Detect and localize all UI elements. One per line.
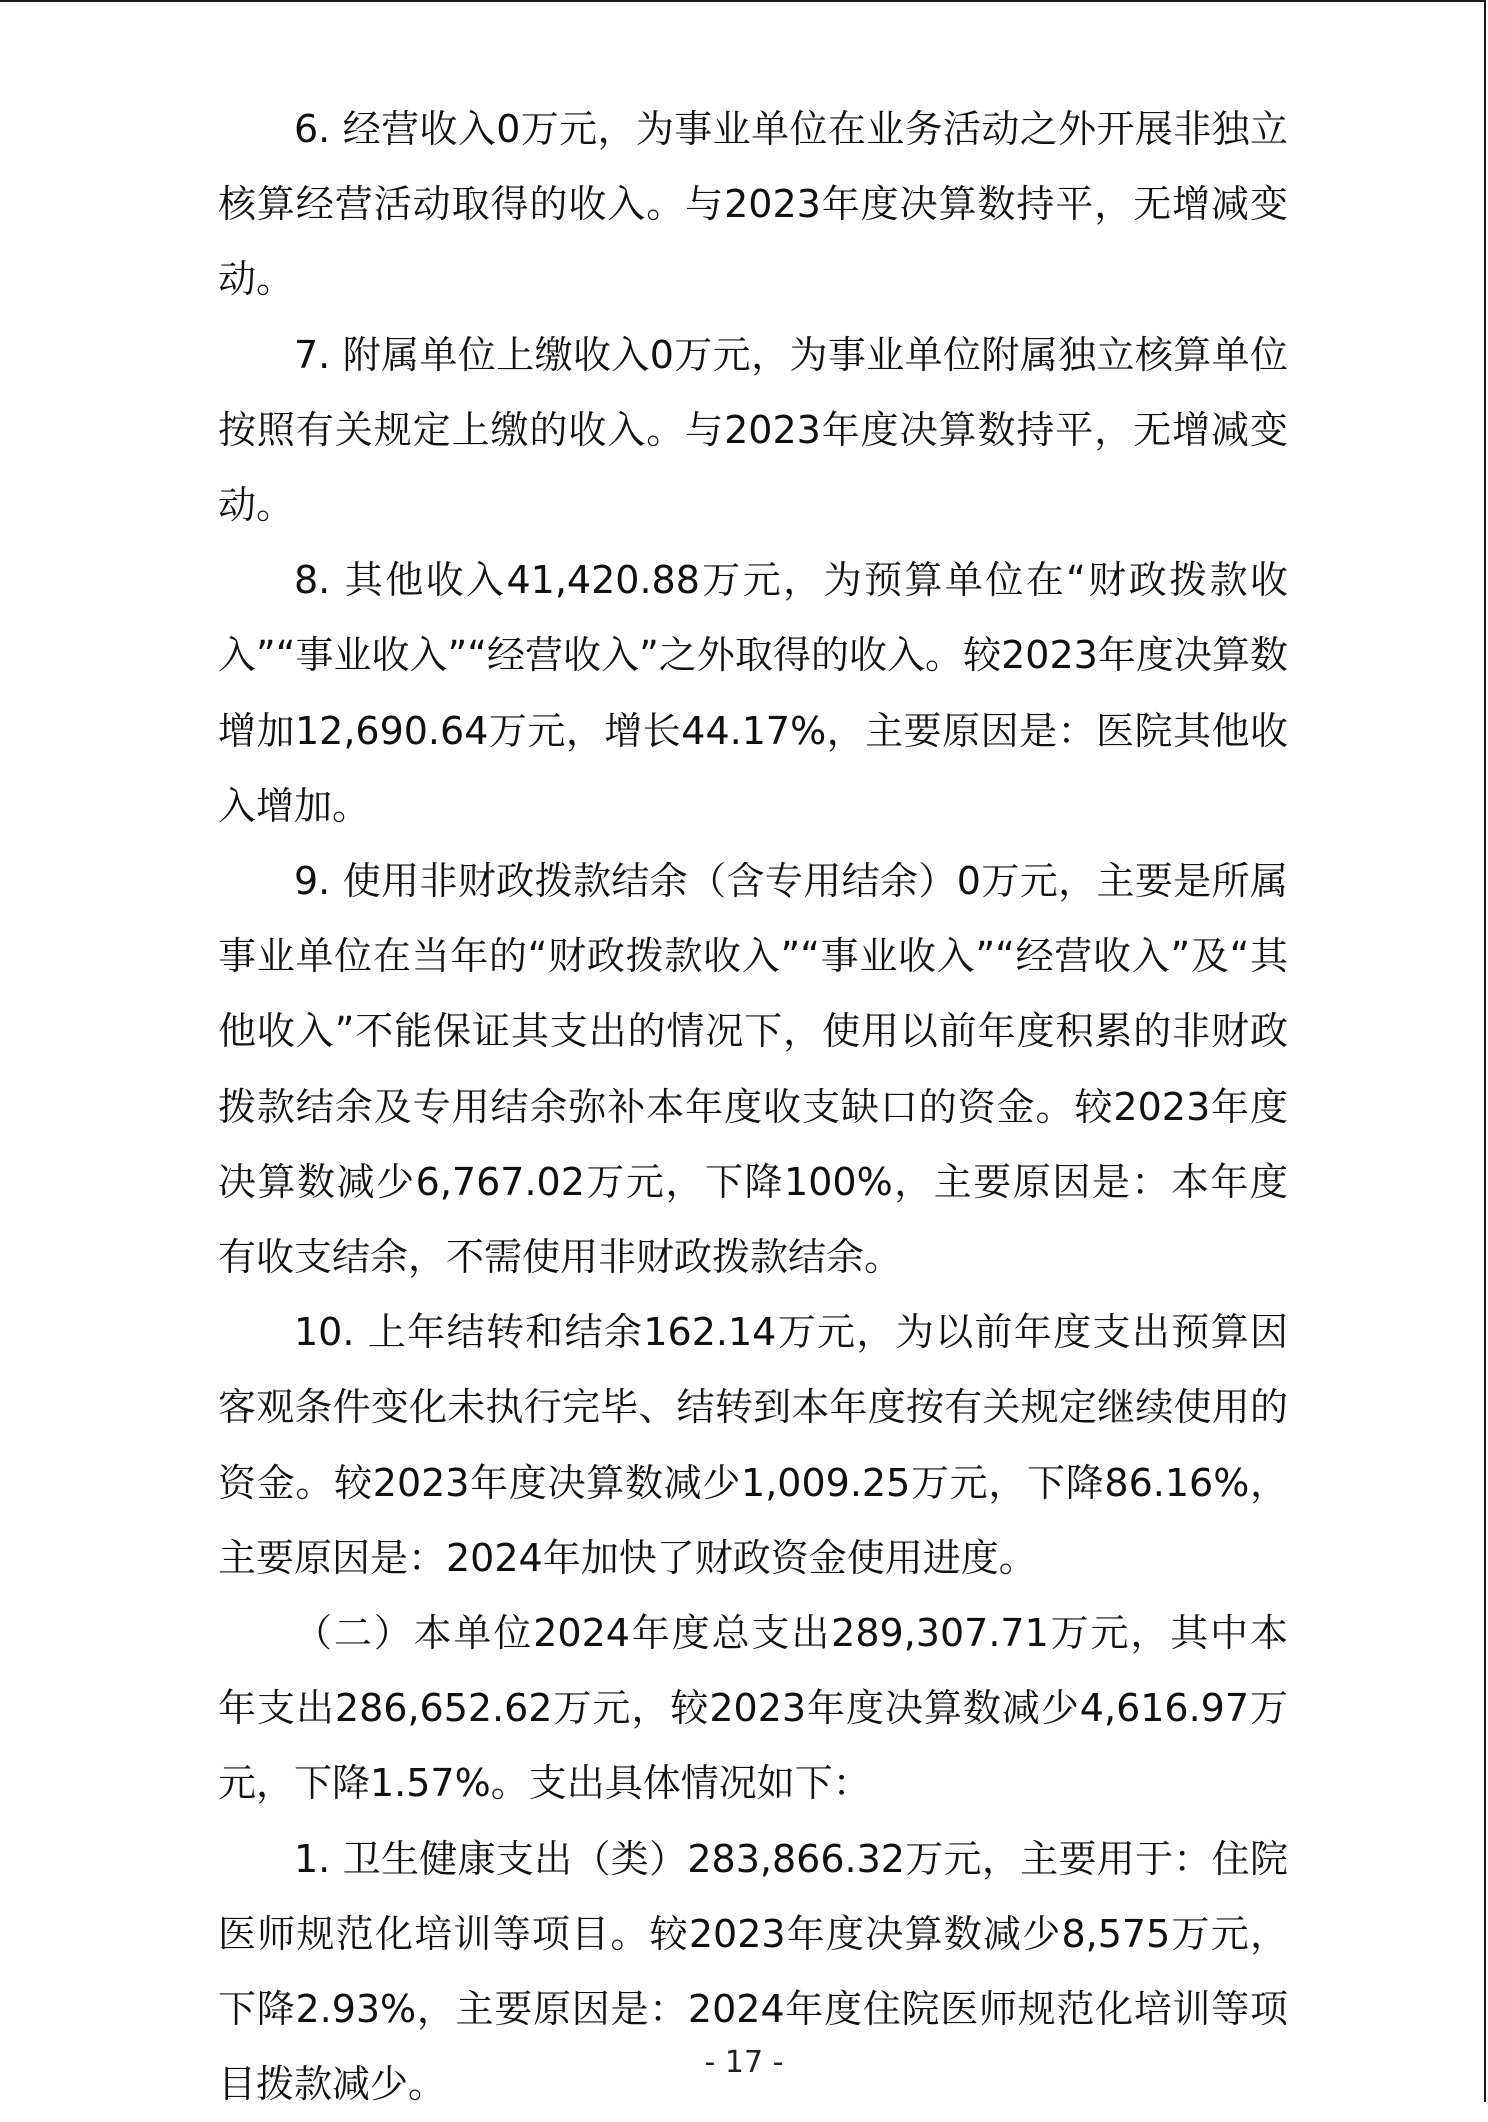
paragraph-operating-income: 6. 经营收入0万元，为事业单位在业务活动之外开展非独立核算经营活动取得的收入。与2023年度决算数持平，无增减变动。 <box>218 107 1288 302</box>
paragraph-health-expenditure: 1. 卫生健康支出（类）283,866.32万元，主要用于：住院医师规范化培训等项目。较2023年度决算数减少8,575万元，下降2.93%，主要原因是：2024年度住院医师规范化培训等项目拨款减少。 <box>218 1836 1288 2107</box>
document-body <box>218 92 1288 2122</box>
paragraph-other-income: 8. 其他收入41,420.88万元，为预算单位在“财政拨款收入”“事业收入”“经营收入”之外取得的收入。较2023年度决算数增加12,690.64万元，增长44.17%，主要原因是：医院其他收入增加。 <box>218 558 1288 828</box>
paragraph-non-fiscal-balance: 9. 使用非财政拨款结余（含专用结余）0万元，主要是所属事业单位在当年的“财政拨款收入”“事业收入”“经营收入”及“其他收入”不能保证其支出的情况下，使用以前年度积累的非财政拨款结余及专用结余弥补本年度收支缺口的资金。较2023年度决算数减少6,767.02万元，下降100%，主要原因是：本年度有收支结余，不需使用非财政拨款结余。 <box>218 859 1288 1280</box>
page-number: - 17 - <box>704 2045 784 2080</box>
paragraph-total-expenditure: （二）本单位2024年度总支出289,307.71万元，其中本年支出286,652.62万元，较2023年度决算数减少4,616.97万元，下降1.57%。支出具体情况如下： <box>218 1611 1288 1806</box>
paragraph-affiliated-unit-income: 7. 附属单位上缴收入0万元，为事业单位附属独立核算单位按照有关规定上缴的收入。与2023年度决算数持平，无增减变动。 <box>218 332 1288 528</box>
paragraph-prior-year-carryover: 10. 上年结转和结余162.14万元，为以前年度支出预算因客观条件变化未执行完毕、结转到本年度按有关规定继续使用的资金。较2023年度决算数减少1,009.25万元，下降86.16%，主要原因是：2024年加快了财政资金使用进度。 <box>218 1310 1288 1580</box>
